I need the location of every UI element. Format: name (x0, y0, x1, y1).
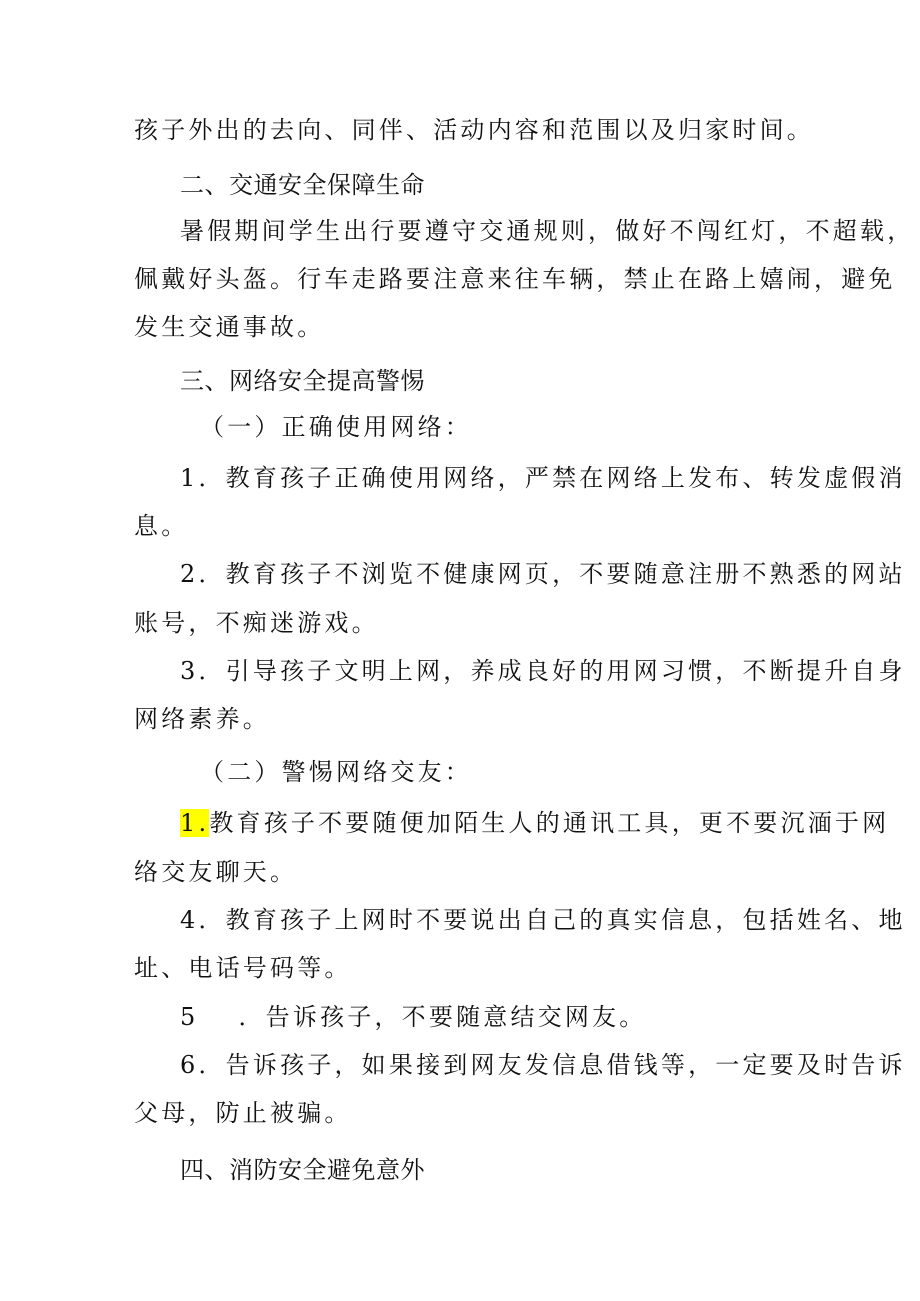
paragraph-line: 网络素养。 (134, 705, 270, 733)
paragraph-line: 孩子外出的去向、同伴、活动内容和范围以及归家时间。 (134, 116, 814, 144)
paragraph-line: 发生交通事故。 (134, 313, 325, 341)
list-item: 1．教育孩子正确使用网络，严禁在网络上发布、转发虚假消 (180, 464, 906, 492)
list-item (180, 806, 889, 840)
section-heading-fire: 四、消防安全避免意外 (180, 1156, 425, 1184)
section-heading-network: 三、网络安全提高警惕 (180, 367, 425, 395)
list-item: 6．告诉孩子，如果接到网友发信息借钱等，一定要及时告诉 (180, 1051, 906, 1079)
highlighted-number: 1. (180, 809, 210, 837)
list-item: 4．教育孩子上网时不要说出自己的真实信息，包括姓名、地 (180, 906, 906, 934)
list-item-text: ．告诉孩子，不要随意结交网友。 (238, 1003, 647, 1031)
list-number: 5 (180, 1003, 199, 1031)
paragraph-line: 址、电话号码等。 (134, 954, 352, 982)
subsection-heading: （一）正确使用网络： (200, 413, 472, 441)
paragraph-line: 账号，不痴迷游戏。 (134, 609, 379, 637)
list-item-text: 教育孩子不要随便加陌生人的通讯工具，更不要沉湎于网 (209, 809, 890, 837)
list-item (180, 1000, 646, 1034)
paragraph-line: 佩戴好头盔。行车走路要注意来往车辆，禁止在路上嬉闹，避免 (134, 265, 896, 293)
paragraph-line: 暑假期间学生出行要遵守交通规则，做好不闯红灯，不超载， (180, 217, 915, 245)
paragraph-line: 父母，防止被骗。 (134, 1099, 352, 1127)
subsection-heading: （二）警惕网络交友： (200, 758, 472, 786)
list-item: 2．教育孩子不浏览不健康网页，不要随意注册不熟悉的网站 (180, 560, 906, 588)
paragraph-line: 络交友聊天。 (134, 858, 298, 886)
list-item: 3．引导孩子文明上网，养成良好的用网习惯，不断提升自身 (180, 657, 906, 685)
paragraph-line: 息。 (134, 512, 189, 540)
section-heading-traffic: 二、交通安全保障生命 (180, 171, 425, 199)
